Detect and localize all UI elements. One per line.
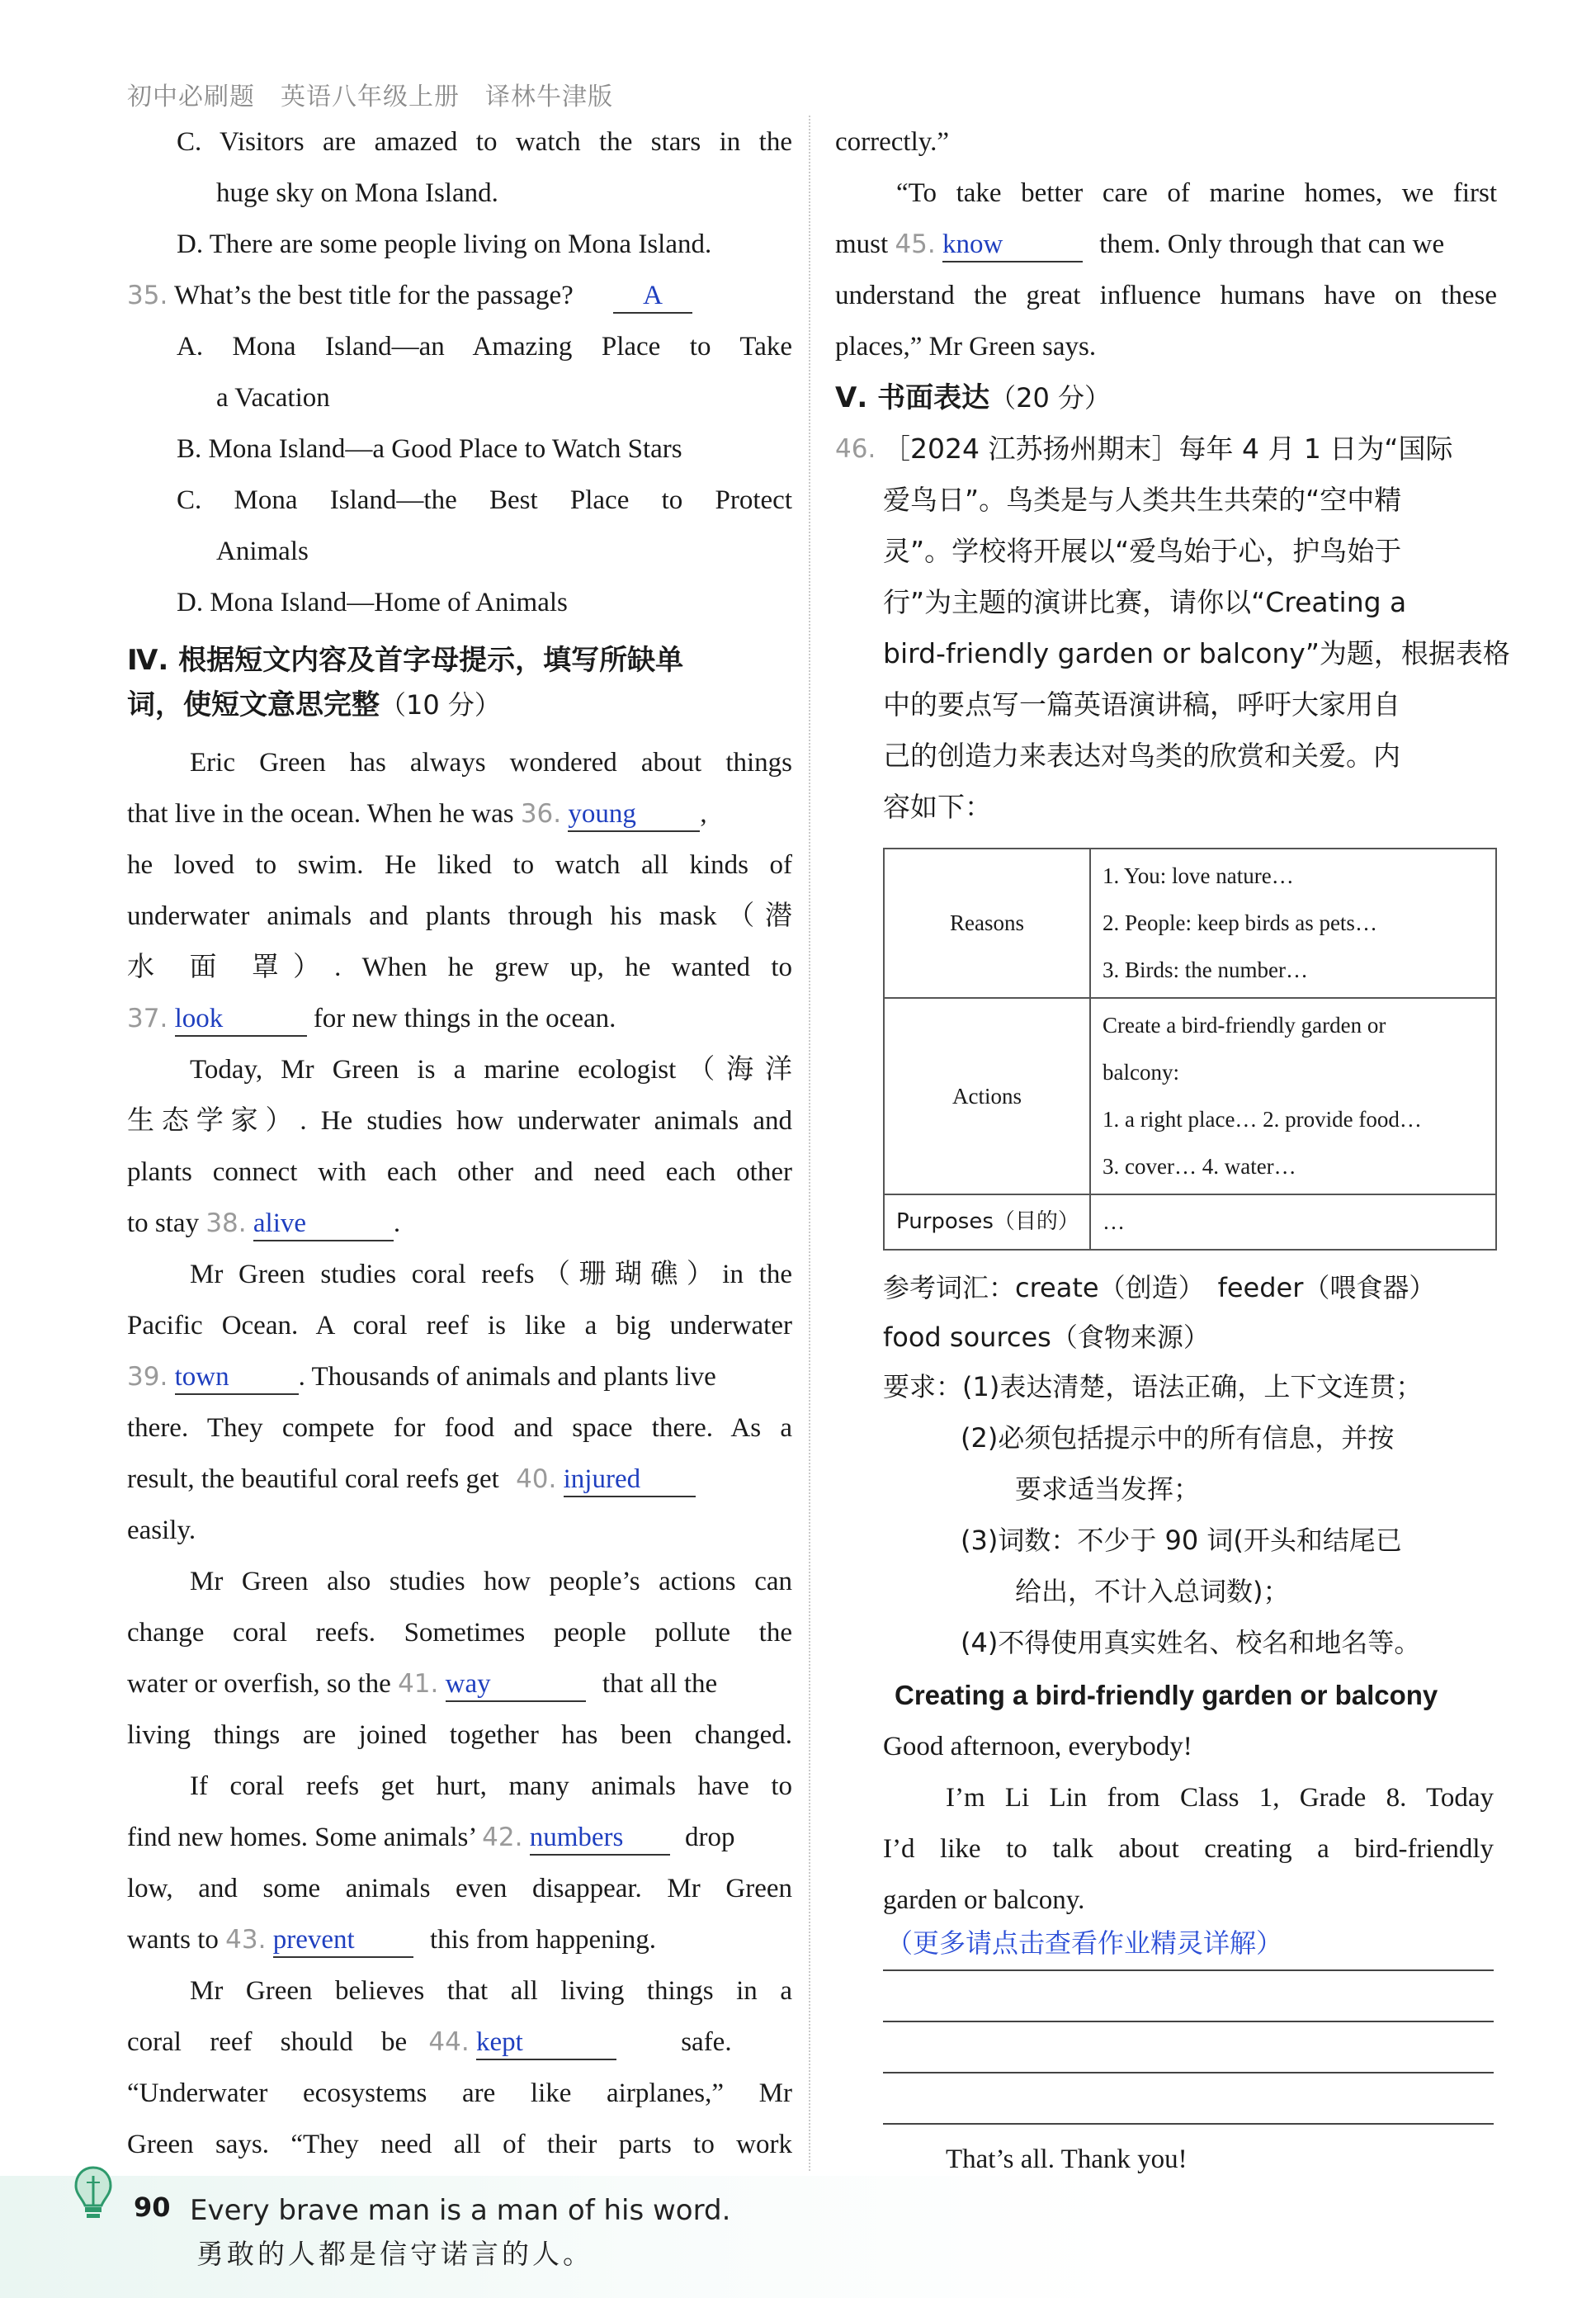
essay-closing: That’s all. Thank you!: [946, 2144, 1188, 2174]
p3-line1: Mr Green studies coral reefs（珊瑚礁）in the: [190, 1260, 792, 1289]
section-4-heading-cont: [127, 688, 501, 722]
p6-line4: Green says. “They need all of their parts to work: [127, 2130, 792, 2159]
p6-line3: “Underwater ecosystems are like airplanes,” Mr: [127, 2078, 792, 2108]
vocab-line1: 参考词汇：create（创造） feeder（喂食器）: [883, 1272, 1436, 1303]
q46-line8: 容如下：: [883, 791, 992, 823]
p5-line4: [127, 1923, 656, 1958]
p3-line3: [127, 1360, 716, 1395]
p3-text-2: result, the beautiful coral reefs get: [127, 1464, 499, 1494]
blank-number-38: 38.: [205, 1208, 247, 1238]
option-35c-cont: Animals: [216, 537, 309, 566]
p1-text: that live in the ocean. When he was: [127, 799, 514, 829]
question-35: [127, 279, 692, 314]
answer-42[interactable]: numbers: [530, 1821, 670, 1856]
r-line4: understand the great influence humans have on these: [835, 281, 1497, 310]
question-text: What’s the best title for the passage?: [173, 281, 574, 310]
p4-line1: Mr Green also studies how people’s actions can: [190, 1567, 792, 1596]
motto-chinese: 勇敢的人都是信守诺言的人。: [196, 2238, 593, 2270]
essay-line-1: I’m Li Lin from Class 1, Grade 8. Today: [946, 1783, 1494, 1813]
blank-number-39: 39.: [127, 1362, 168, 1392]
answer-40[interactable]: injured: [564, 1463, 696, 1497]
q46-number: [835, 433, 876, 466]
p6-line2: [127, 2026, 792, 2060]
section-4-score: （10 分）: [380, 689, 501, 721]
r-line3: [835, 228, 1497, 262]
blank-number-45: 45.: [895, 229, 936, 259]
r-line1: correctly.”: [835, 127, 950, 157]
section-5-score: （20 分）: [989, 382, 1111, 414]
section-5-title: Ⅴ. 书面表达: [835, 381, 990, 414]
reason-item: 1. You: love nature…: [1103, 863, 1294, 888]
outline-table: [883, 848, 1497, 1251]
requirement-2-cont: 要求适当发挥；: [1015, 1473, 1201, 1505]
q46-line7: 己的创造力来表达对鸟类的欣赏和关爱。内: [883, 740, 1400, 772]
blank-number-42: 42.: [482, 1823, 523, 1852]
p4-text: water or overfish, so the: [127, 1669, 391, 1699]
essay-line-3: garden or balcony.: [883, 1885, 1085, 1915]
p5-text: find new homes. Some animals’: [127, 1823, 475, 1852]
blank-number-36: 36.: [520, 799, 562, 829]
writing-line: [883, 2072, 1494, 2073]
p1-line3: he loved to swim. He liked to watch all kinds of: [127, 850, 792, 880]
action-item: 1. a right place… 2. provide food…: [1103, 1107, 1422, 1132]
blank-number-37: 37.: [127, 1004, 168, 1033]
writing-line: [883, 1969, 1494, 1971]
q46-line3: 灵”。学校将开展以“爱鸟始于心，护鸟始于: [883, 535, 1402, 567]
answer-44[interactable]: kept: [476, 2026, 616, 2060]
p3-text: . Thousands of animals and plants live: [298, 1362, 716, 1392]
lightbulb-icon: [73, 2164, 114, 2222]
option-35d: D. Mona Island—Home of Animals: [177, 588, 568, 617]
essay-title: Creating a bird-friendly garden or balcony: [895, 1680, 1438, 1710]
section-4-heading: Ⅳ. 根据短文内容及首字母提示，填写所缺单: [127, 644, 684, 677]
actions-label: Actions: [884, 998, 1090, 1194]
blank-number-44: 44.: [428, 2027, 470, 2057]
p5-text-3: wants to: [127, 1925, 219, 1955]
answer-45[interactable]: know: [942, 228, 1083, 262]
p4-line4: living things are joined together has been changed.: [127, 1720, 792, 1750]
p4-text-2: that all the: [602, 1669, 718, 1699]
column-divider: [809, 116, 812, 2171]
p1-line4: underwater animals and plants through his mask（潜: [127, 901, 792, 931]
question-number: 35.: [127, 281, 168, 310]
p5-line1: If coral reefs get hurt, many animals have to: [190, 1771, 792, 1801]
answer-43[interactable]: prevent: [273, 1923, 413, 1958]
page-number: 90: [134, 2192, 171, 2223]
answer-41[interactable]: way: [446, 1667, 586, 1702]
p6-text: coral reef should be: [127, 2027, 408, 2057]
p2-period: .: [393, 1208, 401, 1238]
p1-line6: [127, 1002, 616, 1037]
p2-line2: 生态学家）. He studies how underwater animals and: [127, 1106, 792, 1136]
writing-line: [883, 2123, 1494, 2125]
requirement-4: (4)不得使用真实姓名、校名和地名等。: [961, 1627, 1421, 1658]
table-row-reasons: [884, 849, 1496, 998]
reasons-label: Reasons: [884, 849, 1090, 998]
essay-greeting: Good afternoon, everybody!: [883, 1732, 1192, 1761]
p6-line1: Mr Green believes that all living things in a: [190, 1976, 792, 2006]
reasons-cell: [1090, 849, 1496, 998]
option-35b: B. Mona Island—a Good Place to Watch Stars: [177, 434, 682, 464]
q46-line5: bird-friendly garden or balcony”为题，根据表格: [883, 637, 1510, 669]
table-row-actions: [884, 998, 1496, 1194]
q46-line4: 行”为主题的演讲比赛，请你以“Creating a: [883, 586, 1407, 618]
answer-36[interactable]: young: [568, 797, 700, 832]
p1-line2: [127, 797, 792, 832]
motto-english: Every brave man is a man of his word.: [190, 2194, 731, 2227]
requirement-1: 要求：(1)表达清楚，语法正确，上下文连贯；: [883, 1371, 1423, 1402]
q46-line6: 中的要点写一篇英语演讲稿，呼吁大家用自: [883, 688, 1400, 721]
p1-line5: 水 面 罩）. When he grew up, he wanted to: [127, 953, 792, 982]
vocab-line2: food sources（食物来源）: [883, 1322, 1210, 1353]
p3-line5: [127, 1463, 696, 1497]
reason-item: 2. People: keep birds as pets…: [1103, 910, 1377, 935]
question-number-46: 46.: [835, 434, 876, 464]
actions-cell: [1090, 998, 1496, 1194]
table-row-purposes: [884, 1194, 1496, 1250]
answer-39[interactable]: town: [175, 1360, 299, 1395]
option-34c-cont: huge sky on Mona Island.: [216, 178, 498, 208]
option-35a: A. Mona Island—an Amazing Place to Take: [177, 332, 792, 362]
p3-line6: easily.: [127, 1515, 196, 1545]
writing-line: [883, 2021, 1494, 2022]
p1-text-end: for new things in the ocean.: [313, 1004, 616, 1033]
essay-line-2: I’d like to talk about creating a bird-friendly: [883, 1834, 1494, 1864]
purposes-label: Purposes（目的）: [884, 1194, 1090, 1250]
r-line5: places,” Mr Green says.: [835, 332, 1097, 362]
answer-38[interactable]: alive: [253, 1207, 394, 1241]
p2-text: to stay: [127, 1208, 200, 1238]
p3-line4: there. They compete for food and space there. As a: [127, 1413, 792, 1443]
p3-line2: Pacific Ocean. A coral reef is like a big underwater: [127, 1311, 792, 1340]
q46-line2: 爱鸟日”。鸟类是与人类共生共荣的“空中精: [883, 484, 1402, 516]
requirement-2: (2)必须包括提示中的所有信息，并按: [961, 1422, 1395, 1454]
blank-number-40: 40.: [516, 1464, 557, 1494]
p2-line4: [127, 1207, 400, 1241]
answer-35[interactable]: A: [613, 279, 692, 314]
p2-line3: plants connect with each other and need each other: [127, 1157, 792, 1187]
p4-line2: change coral reefs. Sometimes people pollute the: [127, 1618, 792, 1648]
section-5-heading: [835, 381, 1111, 415]
p5-line2: [127, 1821, 792, 1856]
option-35c: C. Mona Island—the Best Place to Protect: [177, 485, 792, 515]
p5-text-4: this from happening.: [429, 1925, 657, 1955]
answer-37[interactable]: look: [175, 1002, 307, 1037]
reason-item: 3. Birds: the number…: [1103, 958, 1308, 982]
running-header: 初中必刷题 英语八年级上册 译林牛津版: [127, 83, 613, 111]
solution-link[interactable]: （更多请点击查看作业精灵详解）: [886, 1927, 1283, 1959]
section-4-heading-line2: 词，使短文意思完整: [127, 688, 380, 721]
requirement-3-cont: 给出，不计入总词数)；: [1015, 1576, 1290, 1607]
option-35a-cont: a Vacation: [216, 383, 330, 413]
option-34c: C. Visitors are amazed to watch the stars in the: [177, 127, 792, 157]
requirement-3: (3)词数：不少于 90 词(开头和结尾已: [961, 1525, 1402, 1556]
action-item: balcony:: [1103, 1060, 1179, 1085]
p1-line1: Eric Green has always wondered about things: [190, 748, 792, 778]
action-item: 3. cover… 4. water…: [1103, 1154, 1296, 1179]
p4-line3: [127, 1667, 717, 1702]
blank-number-43: 43.: [225, 1925, 267, 1955]
p6-text-2: safe.: [681, 2027, 732, 2057]
p1-comma: ,: [700, 799, 707, 829]
action-item: Create a bird-friendly garden or: [1103, 1013, 1386, 1038]
r-line2: “To take better care of marine homes, we first: [896, 178, 1497, 208]
q46-line1: ［2024 江苏扬州期末］每年 4 月 1 日为“国际: [883, 433, 1453, 465]
blank-number-41: 41.: [398, 1669, 439, 1699]
r-text-2: them. Only through that can we: [1099, 229, 1445, 259]
p5-line3: low, and some animals even disappear. Mr Green: [127, 1874, 792, 1903]
r-text: must: [835, 229, 889, 259]
option-34d: D. There are some people living on Mona Island.: [177, 229, 712, 259]
p2-line1: Today, Mr Green is a marine ecologist（海洋: [190, 1055, 792, 1085]
purposes-cell: …: [1090, 1194, 1496, 1250]
p5-text-2: drop: [684, 1823, 735, 1852]
